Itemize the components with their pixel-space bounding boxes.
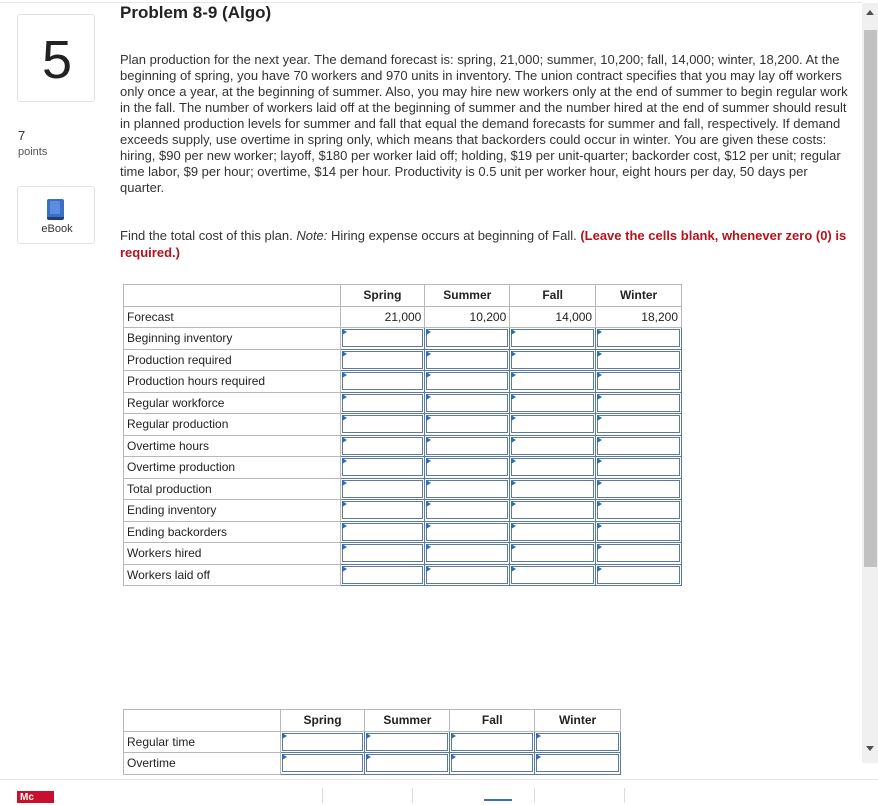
scroll-down-arrow-icon[interactable] <box>866 746 874 751</box>
problem-instruction <box>120 227 850 261</box>
cell-production-required-summer <box>425 349 510 371</box>
question-number: 5 <box>41 30 73 90</box>
cell-overtime-fall <box>450 753 535 775</box>
production-required-spring-input[interactable] <box>342 351 424 369</box>
cell-regular-time-fall <box>450 731 535 753</box>
cell-overtime-spring <box>280 753 365 775</box>
cell-production-required-fall <box>510 349 596 371</box>
cell-production-hours-required-spring <box>340 371 425 393</box>
cell-overtime-hours-summer <box>425 435 510 457</box>
row-label-beginning-inventory: Beginning inventory <box>124 328 341 350</box>
regular-workforce-summer-input[interactable] <box>426 394 508 412</box>
cell-regular-workforce-summer <box>425 392 510 414</box>
cell-regular-workforce-fall <box>510 392 596 414</box>
overtime-winter-input[interactable] <box>536 754 619 772</box>
cell-ending-backorders-fall <box>510 521 596 543</box>
header-fall: Fall <box>450 710 535 732</box>
overtime-production-summer-input[interactable] <box>426 458 508 476</box>
table-row <box>124 435 682 457</box>
cost-table <box>123 709 621 775</box>
cell-workers-hired-summer <box>425 543 510 565</box>
cell-ending-inventory-fall <box>510 500 596 522</box>
cell-regular-production-fall <box>510 414 596 436</box>
header-summer: Summer <box>365 710 450 732</box>
cell-workers-laid-off-spring <box>340 564 425 586</box>
footer-bar <box>0 779 878 803</box>
regular-production-spring-input[interactable] <box>342 415 424 433</box>
row-label-overtime-production: Overtime production <box>124 457 341 479</box>
regular-production-summer-input[interactable] <box>426 415 508 433</box>
cell-production-required-spring <box>340 349 425 371</box>
instruction-warning: (Leave the cells blank, whenever zero (0) is required.) <box>120 228 847 260</box>
ending-inventory-summer-input[interactable] <box>426 501 508 519</box>
table-row <box>124 392 682 414</box>
header-spring: Spring <box>340 285 425 307</box>
header-fall: Fall <box>510 285 596 307</box>
cell-production-hours-required-summer <box>425 371 510 393</box>
overtime-hours-spring-input[interactable] <box>342 437 424 455</box>
header-blank <box>124 710 281 732</box>
table-row <box>124 500 682 522</box>
workers-hired-fall-input[interactable] <box>511 544 594 562</box>
table-row <box>124 457 682 479</box>
row-label-overtime-hours: Overtime hours <box>124 435 341 457</box>
footer-divider <box>322 788 323 803</box>
question-number-box <box>17 14 95 102</box>
overtime-hours-fall-input[interactable] <box>511 437 594 455</box>
overtime-summer-input[interactable] <box>366 754 448 772</box>
total-production-summer-input[interactable] <box>426 480 508 498</box>
row-label-overtime: Overtime <box>124 753 281 775</box>
regular-time-winter-input[interactable] <box>536 733 619 751</box>
header-winter: Winter <box>596 285 682 307</box>
overtime-production-fall-input[interactable] <box>511 458 594 476</box>
problem-title: Problem 8-9 (Algo) <box>120 3 272 22</box>
table-row <box>124 349 682 371</box>
ending-backorders-summer-input[interactable] <box>426 523 508 541</box>
cell-workers-hired-winter <box>596 543 682 565</box>
workers-laid-off-summer-input[interactable] <box>426 566 508 584</box>
row-label-regular-production: Regular production <box>124 414 341 436</box>
row-label-regular-workforce: Regular workforce <box>124 392 341 414</box>
workers-hired-winter-input[interactable] <box>597 544 680 562</box>
cell-regular-production-summer <box>425 414 510 436</box>
header-blank <box>124 285 341 307</box>
cell-regular-workforce-winter <box>596 392 682 414</box>
row-label-forecast: Forecast <box>124 306 341 328</box>
production-required-summer-input[interactable] <box>426 351 508 369</box>
beginning-inventory-summer-input[interactable] <box>426 329 508 347</box>
workers-laid-off-winter-input[interactable] <box>597 566 680 584</box>
total-production-winter-input[interactable] <box>597 480 680 498</box>
cell-beginning-inventory-winter <box>596 328 682 350</box>
production-hours-required-spring-input[interactable] <box>342 372 424 390</box>
footer-grid-icon[interactable] <box>484 799 512 801</box>
cell-ending-inventory-winter <box>596 500 682 522</box>
footer-divider <box>534 788 535 803</box>
ending-inventory-fall-input[interactable] <box>511 501 594 519</box>
cell-ending-backorders-winter <box>596 521 682 543</box>
cell-overtime-hours-fall <box>510 435 596 457</box>
cell-workers-hired-fall <box>510 543 596 565</box>
overtime-hours-winter-input[interactable] <box>597 437 680 455</box>
cell-total-production-spring <box>340 478 425 500</box>
row-label-total-production: Total production <box>124 478 341 500</box>
cell-regular-workforce-spring <box>340 392 425 414</box>
cell-ending-backorders-spring <box>340 521 425 543</box>
production-required-fall-input[interactable] <box>511 351 594 369</box>
overtime-spring-input[interactable] <box>282 754 364 772</box>
cell-regular-time-winter <box>535 731 621 753</box>
workers-hired-spring-input[interactable] <box>342 544 424 562</box>
cell-overtime-production-summer <box>425 457 510 479</box>
ebook-label: eBook <box>41 223 73 235</box>
row-label-ending-inventory: Ending inventory <box>124 500 341 522</box>
regular-time-fall-input[interactable] <box>451 733 533 751</box>
table-row <box>124 478 682 500</box>
beginning-inventory-spring-input[interactable] <box>342 329 424 347</box>
mcgraw-hill-logo: Mc <box>17 791 54 803</box>
cell-beginning-inventory-fall <box>510 328 596 350</box>
table-row <box>124 753 621 775</box>
ending-backorders-winter-input[interactable] <box>597 523 680 541</box>
cell-workers-hired-spring <box>340 543 425 565</box>
cell-overtime-summer <box>365 753 450 775</box>
cell-total-production-summer <box>425 478 510 500</box>
cell-overtime-winter <box>535 753 621 775</box>
regular-time-spring-input[interactable] <box>282 733 364 751</box>
ending-backorders-spring-input[interactable] <box>342 523 424 541</box>
instruction-text: Find the total cost of this plan. <box>120 228 297 243</box>
header-summer: Summer <box>425 285 510 307</box>
cell-overtime-hours-winter <box>596 435 682 457</box>
header-winter: Winter <box>535 710 621 732</box>
production-plan-table <box>123 284 682 586</box>
instruction-note: Hiring expense occurs at beginning of Fall. <box>327 228 581 243</box>
cell-workers-laid-off-summer <box>425 564 510 586</box>
row-label-workers-laid-off: Workers laid off <box>124 564 341 586</box>
cell-regular-time-summer <box>365 731 450 753</box>
cell-overtime-production-spring <box>340 457 425 479</box>
workers-laid-off-spring-input[interactable] <box>342 566 424 584</box>
regular-production-winter-input[interactable] <box>597 415 680 433</box>
regular-workforce-fall-input[interactable] <box>511 394 594 412</box>
beginning-inventory-winter-input[interactable] <box>597 329 680 347</box>
book-icon <box>47 199 64 220</box>
table-row <box>124 371 682 393</box>
cell-production-required-winter <box>596 349 682 371</box>
row-label-ending-backorders: Ending backorders <box>124 521 341 543</box>
cell-beginning-inventory-spring <box>340 328 425 350</box>
cell-regular-production-winter <box>596 414 682 436</box>
overtime-fall-input[interactable] <box>451 754 533 772</box>
instruction-note-label: Note: <box>296 228 328 243</box>
scroll-up-arrow-icon[interactable] <box>866 10 874 15</box>
points-label: points <box>18 146 48 158</box>
problem-description: Plan production for the next year. The demand forecast is: spring, 21,000; summer, 10,200; fall, 14,000; winter, 18,200. At the beginning of spring, you have 70 workers and 970 units in inventory. The union contract specifies that you may lay off workers only once a year, at the beginning of summer. Also, you may hire new workers only at the end of summer to begin regular work in the fall. The number of workers laid off at the beginning of summer and the number hired at the end of summer should result in planned production levels for summer and fall that equal the demand forecasts for summer and fall, respectively. If demand exceeds supply, use overtime in spring only, which means that backorders could occur in winter. You are given these costs: hiring, $90 per new worker; layoff, $180 per worker laid off; holding, $19 per unit-quarter; backorder cost, $12 per unit; regular time labor, $9 per hour; overtime, $14 per hour. Productivity is 0.5 unit per worker hour, eight hours per day, 50 days per quarter. <box>120 52 848 195</box>
ending-inventory-winter-input[interactable] <box>597 501 680 519</box>
cell-workers-laid-off-winter <box>596 564 682 586</box>
cell-production-hours-required-winter <box>596 371 682 393</box>
cell-total-production-fall <box>510 478 596 500</box>
cell-ending-backorders-summer <box>425 521 510 543</box>
production-required-winter-input[interactable] <box>597 351 680 369</box>
cell-overtime-hours-spring <box>340 435 425 457</box>
forecast-summer: 10,200 <box>425 306 510 328</box>
overtime-hours-summer-input[interactable] <box>426 437 508 455</box>
row-label-production-hours-required: Production hours required <box>124 371 341 393</box>
cell-overtime-production-winter <box>596 457 682 479</box>
ending-backorders-fall-input[interactable] <box>511 523 594 541</box>
cell-overtime-production-fall <box>510 457 596 479</box>
cell-regular-time-spring <box>280 731 365 753</box>
regular-workforce-winter-input[interactable] <box>597 394 680 412</box>
production-hours-required-winter-input[interactable] <box>597 372 680 390</box>
production-hours-required-fall-input[interactable] <box>511 372 594 390</box>
total-production-fall-input[interactable] <box>511 480 594 498</box>
table-row <box>124 731 621 753</box>
regular-production-fall-input[interactable] <box>511 415 594 433</box>
points-value: 7 <box>18 128 26 143</box>
forecast-fall: 14,000 <box>510 306 596 328</box>
table-row <box>124 543 682 565</box>
cell-workers-laid-off-fall <box>510 564 596 586</box>
regular-workforce-spring-input[interactable] <box>342 394 424 412</box>
scrollbar-thumb[interactable] <box>864 30 877 567</box>
row-label-workers-hired: Workers hired <box>124 543 341 565</box>
table-row <box>124 564 682 586</box>
total-production-spring-input[interactable] <box>342 480 424 498</box>
table-row <box>124 328 682 350</box>
overtime-production-spring-input[interactable] <box>342 458 424 476</box>
production-hours-required-summer-input[interactable] <box>426 372 508 390</box>
workers-laid-off-fall-input[interactable] <box>511 566 594 584</box>
cell-production-hours-required-fall <box>510 371 596 393</box>
cell-total-production-winter <box>596 478 682 500</box>
regular-time-summer-input[interactable] <box>366 733 448 751</box>
header-spring: Spring <box>280 710 365 732</box>
table-row <box>124 306 682 328</box>
forecast-winter: 18,200 <box>596 306 682 328</box>
footer-divider <box>624 788 625 803</box>
overtime-production-winter-input[interactable] <box>597 458 680 476</box>
forecast-spring: 21,000 <box>340 306 425 328</box>
footer-divider <box>412 788 413 803</box>
workers-hired-summer-input[interactable] <box>426 544 508 562</box>
cell-ending-inventory-spring <box>340 500 425 522</box>
row-label-regular-time: Regular time <box>124 731 281 753</box>
ebook-button[interactable] <box>17 186 95 244</box>
table-row <box>124 414 682 436</box>
ending-inventory-spring-input[interactable] <box>342 501 424 519</box>
table-row <box>124 521 682 543</box>
row-label-production-required: Production required <box>124 349 341 371</box>
cell-regular-production-spring <box>340 414 425 436</box>
beginning-inventory-fall-input[interactable] <box>511 329 594 347</box>
cell-ending-inventory-summer <box>425 500 510 522</box>
cell-beginning-inventory-summer <box>425 328 510 350</box>
